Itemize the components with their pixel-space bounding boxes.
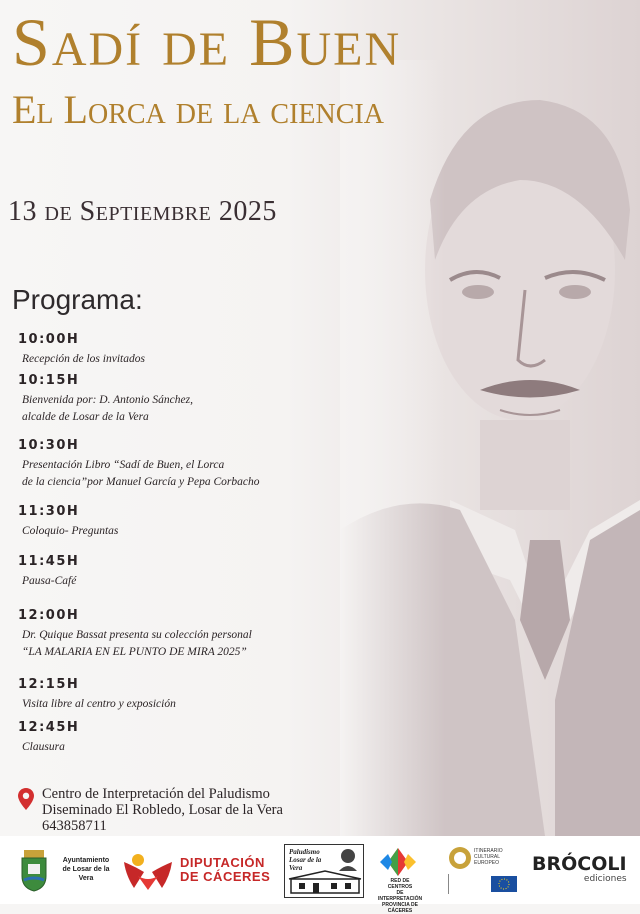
agenda-item <box>18 677 176 713</box>
agenda-time: 11:45H <box>18 554 80 569</box>
agenda-desc: Clausura <box>22 741 65 753</box>
agenda-item <box>18 373 193 426</box>
red-centros-logo-icon <box>380 848 416 876</box>
agenda-desc: Pausa-Café <box>22 575 77 587</box>
event-subtitle: El Lorca de la ciencia <box>12 87 384 132</box>
portrait-sketch-icon <box>337 847 359 871</box>
agenda-time: 10:00H <box>18 332 80 347</box>
diputacion-logo-icon <box>124 852 172 890</box>
red-centros-label: RED DE CENTROS DE INTERPRETACIÓN PROVINCIA DE CÁCERES <box>378 878 423 914</box>
council-europe-block <box>448 874 518 894</box>
ayuntamiento-label: Ayuntamiento de Losar de la Vera <box>62 857 110 882</box>
event-date: 13 de Septiembre 2025 <box>8 196 277 227</box>
agenda-item <box>18 438 260 491</box>
agenda-desc: Recepción de los invitados <box>22 353 145 365</box>
diputacion-line1: DIPUTACIÓN <box>180 855 265 870</box>
diputacion-line2: DE CÁCERES <box>180 869 271 884</box>
portrait-illustration <box>340 60 640 836</box>
location-text <box>42 786 283 834</box>
paludismo-label: Paludismo Losar de la Vera <box>289 848 322 872</box>
agenda-item <box>18 608 252 661</box>
agenda-time: 12:45H <box>18 720 80 735</box>
brocoli-label: BRÓCOLI <box>532 853 627 875</box>
agenda-time: 11:30H <box>18 504 80 519</box>
paludismo-logo <box>284 844 364 898</box>
event-title: Sadí de Buen <box>12 4 402 80</box>
agenda-item <box>18 332 145 368</box>
map-pin-icon <box>18 788 34 810</box>
agenda-time: 10:15H <box>18 373 80 388</box>
agenda-desc: Visita libre al centro y exposición <box>22 698 176 710</box>
brocoli-logo <box>532 854 627 884</box>
agenda-desc: Dr. Quique Bassat presenta su colección personal “LA MALARIA EN EL PUNTO DE MIRA 2025” <box>22 629 252 658</box>
itinerario-badge-icon <box>448 846 472 870</box>
council-europe-flag-icon <box>491 876 517 892</box>
agenda-time: 12:00H <box>18 608 80 623</box>
itinerario-label: ITINERARIO CULTURAL EUROPEO <box>474 848 503 866</box>
location-line1: Centro de Interpretación del Paludismo <box>42 786 270 802</box>
brocoli-sub-label: ediciones <box>583 874 627 884</box>
agenda-item <box>18 504 118 540</box>
agenda-time: 12:15H <box>18 677 80 692</box>
agenda-item <box>18 554 79 590</box>
agenda-desc: Coloquio- Preguntas <box>22 525 119 537</box>
location-line2: Diseminado El Robledo, Losar de la Vera <box>42 802 283 818</box>
agenda-time: 10:30H <box>18 438 80 453</box>
programa-heading: Programa: <box>12 284 143 315</box>
diputacion-label <box>180 856 270 884</box>
location-phone: 643858711 <box>42 818 107 834</box>
ayuntamiento-crest-icon <box>20 848 48 892</box>
sponsor-footer <box>0 836 640 914</box>
agenda-desc: Presentación Libro “Sadí de Buen, el Lorca de la ciencia”por Manuel García y Pepa Corbacho <box>22 459 260 488</box>
agenda-item <box>18 720 79 756</box>
agenda-desc: Bienvenida por: D. Antonio Sánchez, alcalde de Losar de la Vera <box>22 394 193 423</box>
building-icon <box>289 871 361 895</box>
